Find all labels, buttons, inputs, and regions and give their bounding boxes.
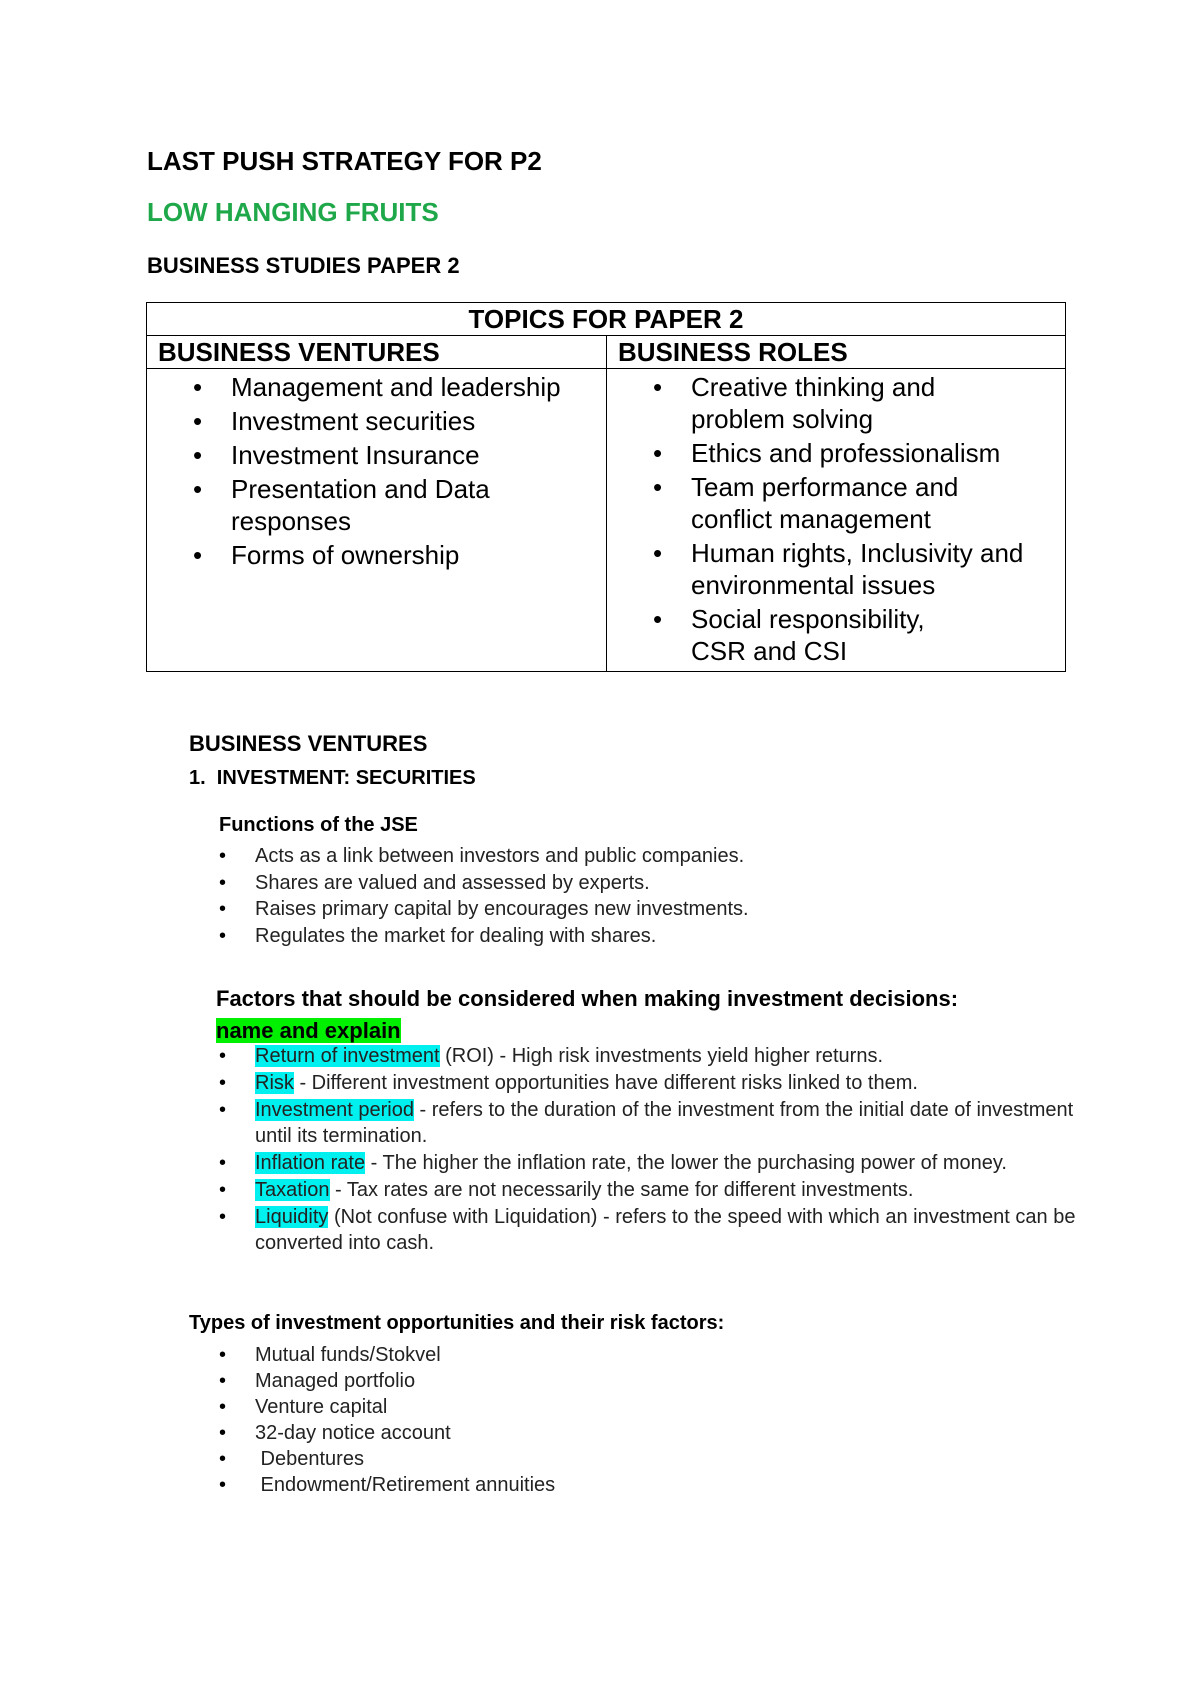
list-item: • Investment securities xyxy=(147,405,606,437)
list-item xyxy=(219,1097,1079,1149)
list-item: • Investment Insurance xyxy=(147,439,606,471)
list-item: • Acts as a link between investors and public companies. xyxy=(219,843,1079,869)
topics-table xyxy=(146,302,1066,672)
list-item: • Venture capital xyxy=(219,1394,1079,1420)
factor-text: - The higher the inflation rate, the lower the purchasing power of money. xyxy=(365,1152,1007,1174)
factor-term: Return of investment xyxy=(255,1045,440,1067)
factor-text: - Different investment opportunities have different risks linked to them. xyxy=(293,1072,918,1094)
list-item xyxy=(219,1070,1079,1096)
list-item: • Management and leadership xyxy=(147,371,606,403)
list-item: • Endowment/Retirement annuities xyxy=(219,1472,1079,1498)
list-item: • Human rights, Inclusivity and environmental issues xyxy=(607,537,1065,601)
factor-term: Inflation rate xyxy=(255,1152,366,1174)
list-item: • Forms of ownership xyxy=(147,539,606,571)
list-item xyxy=(219,1177,1079,1203)
list-item xyxy=(219,1204,1079,1256)
jse-heading: Functions of the JSE xyxy=(219,814,418,836)
factors-heading-text: Factors that should be considered when making investment decisions: xyxy=(216,986,959,1011)
business-roles-cell xyxy=(607,369,1066,672)
list-item: • Presentation and Data responses xyxy=(147,473,606,537)
business-roles-list xyxy=(607,369,1065,667)
list-item: • Social responsibility, CSR and CSI xyxy=(607,603,1065,667)
jse-functions-list xyxy=(219,843,1079,949)
column-header-business-ventures: BUSINESS VENTURES xyxy=(147,336,607,369)
paper-heading: BUSINESS STUDIES PAPER 2 xyxy=(147,253,460,278)
factors-instruction: name and explain xyxy=(216,1018,401,1043)
list-item: • Creative thinking and problem solving xyxy=(607,371,1065,435)
factor-text: (ROI) - High risk investments yield higher returns. xyxy=(439,1045,883,1067)
factor-term: Taxation xyxy=(255,1179,330,1201)
factors-list xyxy=(219,1043,1079,1257)
list-item: • Shares are valued and assessed by experts. xyxy=(219,870,1079,896)
list-item: • Regulates the market for dealing with shares. xyxy=(219,923,1079,949)
factor-text: - Tax rates are not necessarily the same for different investments. xyxy=(329,1179,914,1201)
document-subtitle: LOW HANGING FRUITS xyxy=(147,197,439,227)
list-item: • Mutual funds/Stokvel xyxy=(219,1342,1079,1368)
factor-text: - refers to the duration of the investment from the initial date of investment until its termination. xyxy=(255,1099,1074,1147)
factors-heading xyxy=(216,983,1096,1047)
subsection-title: 1. INVESTMENT: SECURITIES xyxy=(189,767,476,789)
factor-term: Risk xyxy=(255,1072,294,1094)
factor-term: Investment period xyxy=(255,1099,414,1121)
list-item: • Debentures xyxy=(219,1446,1079,1472)
list-item: • Ethics and professionalism xyxy=(607,437,1065,469)
topics-table-title: TOPICS FOR PAPER 2 xyxy=(147,303,1066,336)
list-item: • Managed portfolio xyxy=(219,1368,1079,1394)
factor-text: (Not confuse with Liquidation) - refers to the speed with which an investment can be converted into cash. xyxy=(255,1206,1076,1254)
document-title: LAST PUSH STRATEGY FOR P2 xyxy=(147,146,542,176)
investment-types-list xyxy=(219,1342,1079,1498)
business-ventures-list xyxy=(147,369,606,571)
investment-types-heading: Types of investment opportunities and their risk factors: xyxy=(189,1312,725,1334)
column-header-business-roles: BUSINESS ROLES xyxy=(607,336,1066,369)
list-item: • Team performance and conflict management xyxy=(607,471,1065,535)
factor-term: Liquidity xyxy=(255,1206,329,1228)
list-item xyxy=(219,1150,1079,1176)
list-item xyxy=(219,1043,1079,1069)
list-item: • Raises primary capital by encourages new investments. xyxy=(219,896,1079,922)
section-title: BUSINESS VENTURES xyxy=(189,731,428,756)
business-ventures-cell xyxy=(147,369,607,672)
list-item: • 32-day notice account xyxy=(219,1420,1079,1446)
